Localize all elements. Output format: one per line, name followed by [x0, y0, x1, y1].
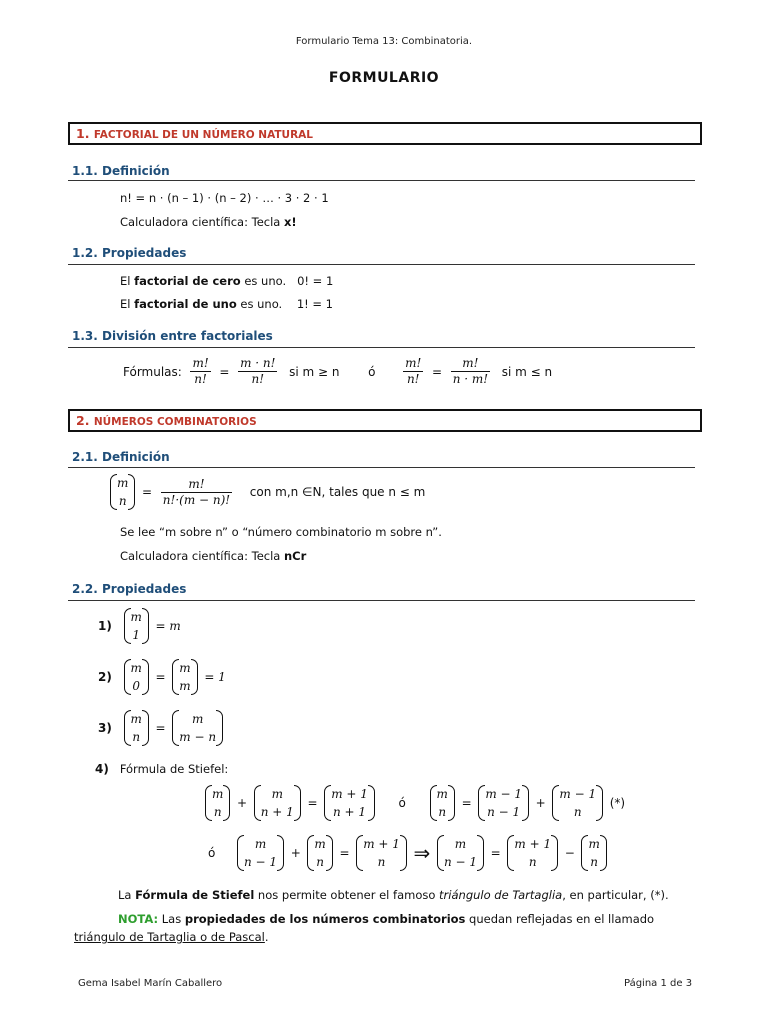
section-1-title: 1. FACTORIAL DE UN NÚMERO NATURAL: [76, 126, 313, 141]
divider: [68, 264, 695, 265]
binomial-definition: m n = $\frac{m!}{n!\cdot(m - n)!}$ con m,n ∈N, tales que n ≤ m: [110, 474, 428, 510]
stiefel-formula-1: m n + m n + 1 = m + 1 n + 1 ó m n = m − 1 n − 1 + m − 1 n (*): [205, 785, 628, 821]
reading-note: Se lee “m sobre n” o “número combinatorio m sobre n”.: [120, 525, 442, 539]
subsection-2-2-title: 2.2. Propiedades: [72, 582, 187, 596]
nota-line-2: triángulo de Tartaglia o de Pascal.: [74, 930, 269, 944]
property-one-factorial: El factorial de uno es uno. 1! = 1: [120, 297, 334, 311]
stiefel-formula-2: ó m n − 1 + m n = m + 1 n ⇒ m n − 1 = m + 1 n − m n: [205, 835, 607, 871]
divider: [68, 467, 695, 468]
property-zero-factorial: El factorial de cero es uno. 0! = 1: [120, 274, 334, 288]
factorial-definition: n! = n · (n – 1) · (n – 2) · … · 3 · 2 · 1: [120, 191, 329, 205]
property-1: 1) m 1 = m: [98, 610, 181, 642]
nota-line-1: NOTA: Las propiedades de los números combinatorios quedan reflejadas en el llamado: [118, 912, 655, 926]
divider: [68, 347, 695, 348]
factorial-division-formulas: Fórmulas: $\frac{m!}{n!}$ = $\frac{m \cdot n!}{n!}$ si m ≥ n ó $\frac{m!}{n!}$ = $\frac{m!}{n \cdot m!}$ si m ≤ n: [123, 356, 553, 386]
calculator-note: Calculadora científica: Tecla nCr: [120, 549, 307, 563]
property-2: 2) m 0 = m m = 1: [98, 661, 226, 693]
calculator-note: Calculadora científica: Tecla x!: [120, 215, 297, 229]
running-header: Formulario Tema 13: Combinatoria.: [295, 36, 473, 47]
subsection-1-3-title: 1.3. División entre factoriales: [72, 329, 273, 343]
stiefel-paragraph: La Fórmula de Stiefel nos permite obtener el famoso triángulo de Tartaglia, en particular, (*).: [118, 888, 669, 902]
subsection-2-1-title: 2.1. Definición: [72, 450, 170, 464]
footer-page-number: Página 1 de 3: [624, 978, 693, 989]
subsection-1-1-title: 1.1. Definición: [72, 164, 170, 178]
property-3: 3) m n = m m − n: [95, 710, 223, 746]
section-2-title: 2. NÚMEROS COMBINATORIOS: [76, 413, 257, 428]
divider: [68, 600, 695, 601]
footer-author: Gema Isabel Marín Caballero: [78, 978, 223, 989]
tartaglia-link[interactable]: triángulo de Tartaglia o de Pascal: [74, 930, 265, 944]
divider: [68, 180, 695, 181]
subsection-1-2-title: 1.2. Propiedades: [72, 246, 187, 260]
property-4-label: 4) Fórmula de Stiefel:: [95, 762, 229, 776]
page-title: FORMULARIO: [328, 70, 440, 86]
